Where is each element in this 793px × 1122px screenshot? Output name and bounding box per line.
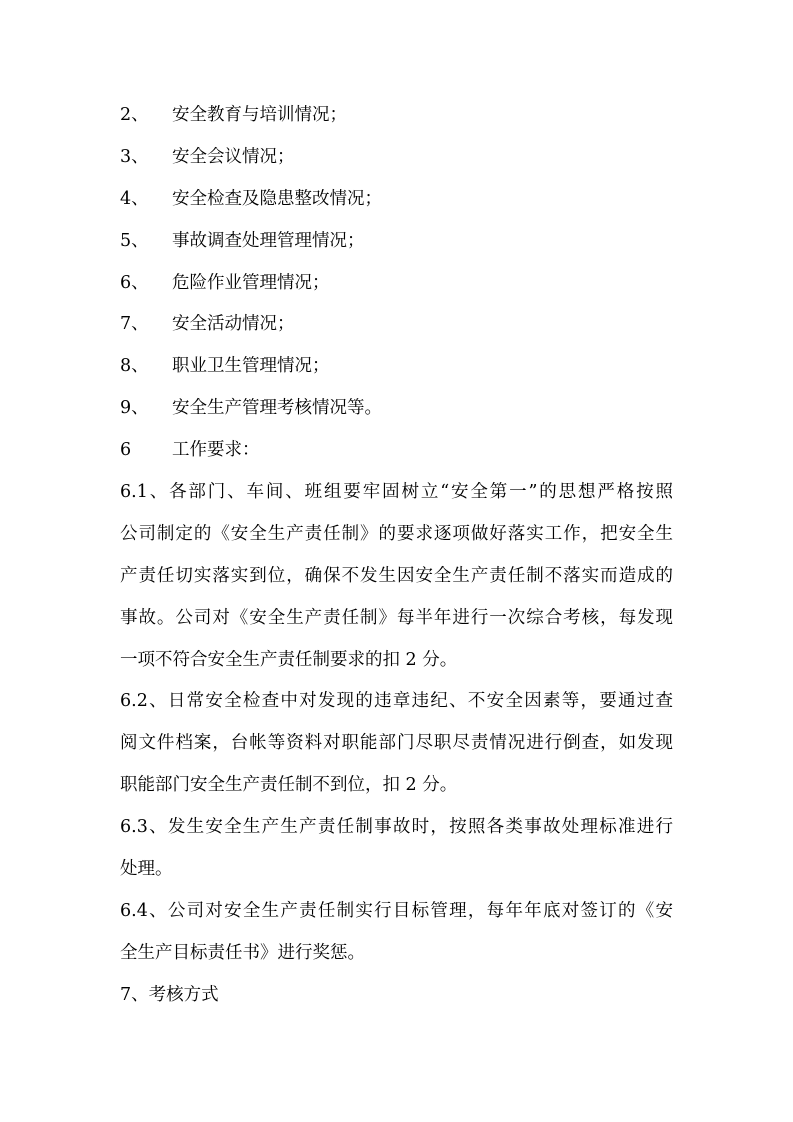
list-text: 安全生产管理考核情况等。 xyxy=(172,398,382,419)
document-page xyxy=(120,95,673,1017)
paragraph-line: 公司制定的《安全生产责任制》的要求逐项做好落实工作，把安全生 xyxy=(120,523,673,544)
paragraph xyxy=(120,891,673,975)
paragraph-line: 事故。公司对《安全生产责任制》每半年进行一次综合考核，每发现 xyxy=(120,607,673,628)
paragraph-line: 6.1、各部门、车间、班组要牢固树立“安全第一”的思想严格按照 xyxy=(120,482,673,503)
paragraph-line: 6.2、日常安全检查中对发现的违章违纪、不安全因素等，要通过查 xyxy=(120,691,673,712)
paragraph-line: 处理。 xyxy=(120,859,173,880)
paragraph-line: 6.3、发生安全生产生产责任制事故时，按照各类事故处理标准进行 xyxy=(120,817,673,838)
list-text: 事故调查处理管理情况； xyxy=(172,230,365,251)
paragraph xyxy=(120,807,673,891)
list-number: 9、 xyxy=(120,398,149,419)
section-heading-7: 7、考核方式 xyxy=(120,984,219,1005)
list-item xyxy=(120,346,673,388)
paragraph xyxy=(120,472,673,681)
list-item xyxy=(120,179,673,221)
list-item xyxy=(120,95,673,137)
paragraph-line: 产责任切实落实到位，确保不发生因安全生产责任制不落实而造成的 xyxy=(120,565,673,586)
list-number: 4、 xyxy=(120,188,149,209)
list-number: 2、 xyxy=(120,105,149,125)
list-text: 危险作业管理情况； xyxy=(172,272,330,293)
list-item xyxy=(120,304,673,346)
list-item xyxy=(120,221,673,263)
list-number: 5、 xyxy=(120,230,149,251)
list-text: 职业卫生管理情况； xyxy=(172,356,330,377)
paragraph-line: 全生产目标责任书》进行奖惩。 xyxy=(120,942,365,963)
list-text: 安全会议情况； xyxy=(172,146,295,167)
paragraph-line: 一项不符合安全生产责任制要求的扣 2 分。 xyxy=(120,649,458,670)
list-number: 3、 xyxy=(120,146,149,167)
list-text: 安全教育与培训情况； xyxy=(172,105,347,125)
list-item xyxy=(120,137,673,179)
section-heading-6: 6 工作要求： xyxy=(120,440,260,461)
list-item xyxy=(120,388,673,430)
list-text: 安全活动情况； xyxy=(172,314,295,335)
paragraph-line: 6.4、公司对安全生产责任制实行目标管理，每年年底对签订的《安 xyxy=(120,900,673,921)
paragraph-line: 职能部门安全生产责任制不到位，扣 2 分。 xyxy=(120,775,458,796)
list-text: 安全检查及隐患整改情况； xyxy=(172,188,382,209)
list-number: 6、 xyxy=(120,272,149,293)
list-number: 7、 xyxy=(120,314,149,335)
list-number: 8、 xyxy=(120,356,149,377)
paragraph xyxy=(120,681,673,807)
paragraph-line: 阅文件档案，台帐等资料对职能部门尽职尽责情况进行倒查，如发现 xyxy=(120,733,673,754)
list-item xyxy=(120,263,673,305)
